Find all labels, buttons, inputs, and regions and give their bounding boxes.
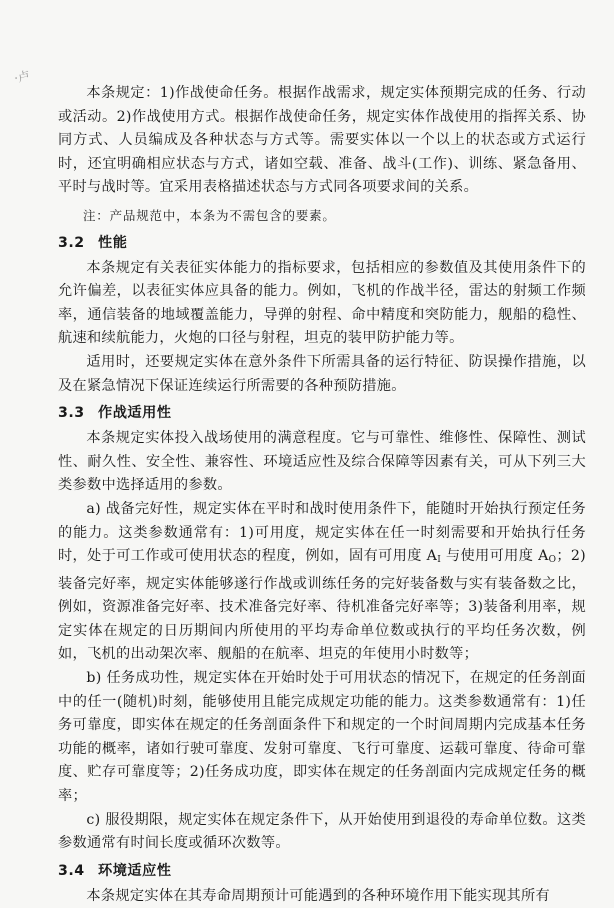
item-a-readiness: a) 战备完好性，规定实体在平时和战时使用条件下，能随时开始执行预定任务的能力。这类参数通常有：1)可用度，规定实体在任一时刻需要和开始执行任务时，处于可工作或可使用状态的程度，例如，固有可用度 $A_I$ 与使用可用度 $A_O$；2)装备完好率，规定实体能够遂行作战或训练任务的完好装备数与实有装备数之比，例如，资源准备完好率、技术准备完好率、待机准备完好率等；3)装备利用率，规定实体在规定的日历期间内所使用的平均寿命单位数或执行的平均任务次数，例如，飞机的出动架次率、舰船的在航率、坦克的年使用小时数等； <box>58 500 587 663</box>
paragraph-operational-suitability: 本条规定实体投入战场使用的满意程度。它与可靠性、维修性、保障性、测试性、耐久性、安全性、兼容性、环境适应性及综合保障等因素有关，可从下列三大类参数中选择适用的参数。 <box>58 430 586 494</box>
section-heading-3-2 <box>58 232 586 255</box>
section-title: 环境适应性 <box>98 862 172 879</box>
item-b-mission-success: b) 任务成功性，规定实体在开始时处于可用状态的情况下，在规定的任务剖面中的任一(随机)时刻，能够使用且能完成规定功能的能力。这类参数通常有：1)任务可靠度，即实体在规定的任务剖面条件下和规定的一个时间周期内完成基本任务功能的概率，诸如行驶可靠度、发射可靠度、飞行可靠度、运载可靠度、待命可靠度、贮存可靠度等；2)任务成功度，即实体在规定的任务剖面内完成规定任务的概率； <box>58 670 586 805</box>
section-number: 3.2 <box>58 234 85 251</box>
item-c-service-life: c) 服役期限，规定实体在规定条件下，从开始使用到退役的寿命单位数。这类参数通常有时间长度或循环次数等。 <box>58 811 586 852</box>
section-number: 3.4 <box>58 862 85 879</box>
section-title: 性能 <box>98 234 128 251</box>
note-paragraph: 注：产品规范中，本条为不需包含的要素。 <box>83 207 336 223</box>
document-page <box>58 82 586 908</box>
subscript: I <box>437 555 442 566</box>
paragraph-mission: 本条规定：1)作战使命任务。根据作战需求，规定实体预期完成的任务、行动或活动。2)作战使用方式。根据作战使命任务，规定实体作战使用的指挥关系、协同方式、人员编成及各种状态与方式等。需要实体以一个以上的状态或方式运行时，还宜明确相应状态与方式，诸如空载、准备、战斗(工作)、训练、紧急备用、平时与战时等。宜采用表格描述状态与方式同各项要求间的关系。 <box>58 85 586 196</box>
section-heading-3-4 <box>58 860 586 883</box>
subscript: O <box>548 555 557 566</box>
paragraph-environmental: 本条规定实体在其寿命周期预计可能遇到的各种环境作用下能实现其所有 <box>86 887 550 904</box>
section-heading-3-3 <box>58 402 586 425</box>
paragraph-performance: 本条规定有关表征实体能力的指标要求，包括相应的参数值及其使用条件下的允许偏差，以表征实体应具备的能力。例如，飞机的作战半径，雷达的射频工作频率，通信装备的地域覆盖能力，导弹的射程、命中精度和突防能力，舰船的稳性、航速和续航能力，火炮的口径与射程，坦克的装甲防护能力等。 <box>58 259 586 347</box>
margin-handwritten-mark: ·卢 <box>12 68 32 86</box>
section-number: 3.3 <box>58 405 85 422</box>
paragraph-performance-2: 适用时，还要规定实体在意外条件下所需具备的运行特征、防误操作措施，以及在紧急情况下保证连续运行所需要的各种预防措施。 <box>58 353 586 394</box>
section-title: 作战适用性 <box>98 405 172 422</box>
